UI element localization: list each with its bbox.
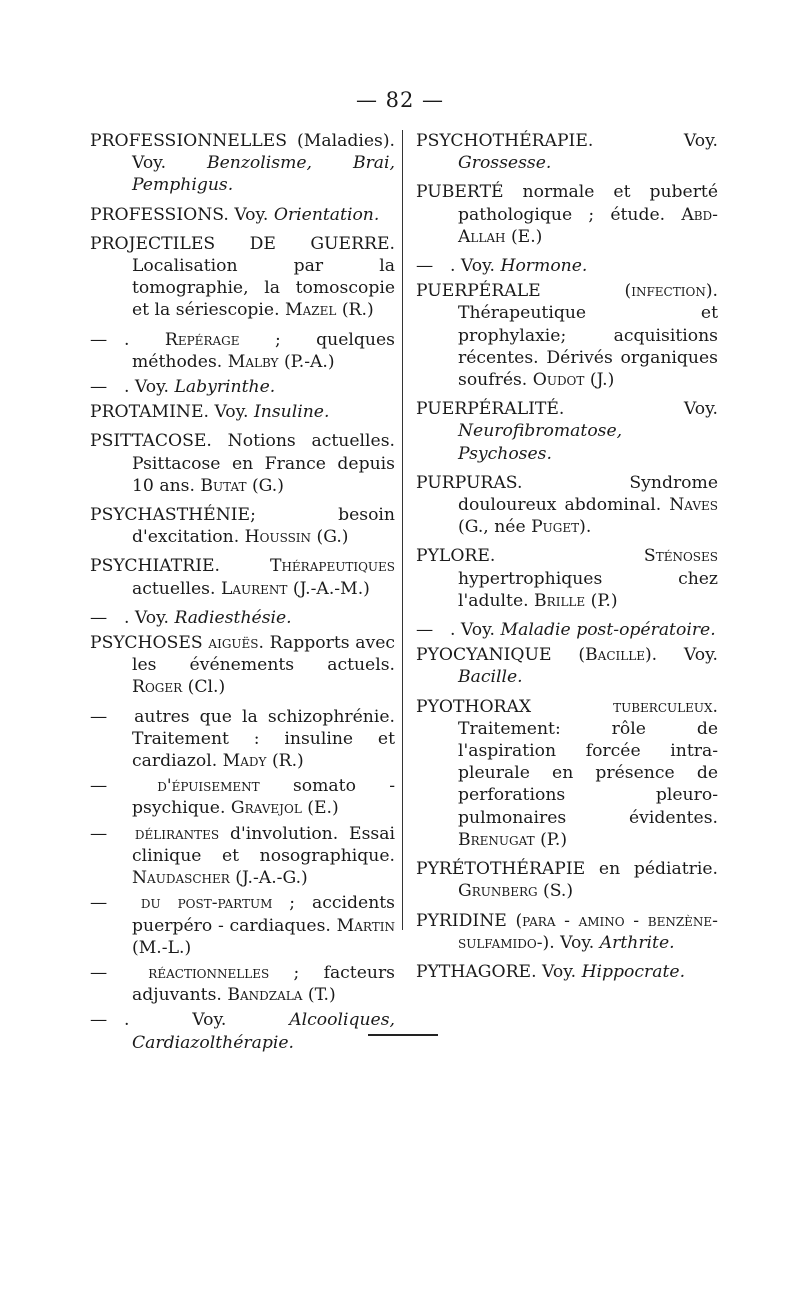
small-caps-text: d'épuisement <box>157 776 260 797</box>
cross-reference: Maladie post-opératoire. <box>500 620 716 641</box>
index-entry <box>416 961 718 983</box>
small-caps-text: Gravejol <box>230 798 302 819</box>
entry-text: ; facteurs adjuvants. <box>132 962 395 1006</box>
small-caps-text: aiguës <box>208 633 259 654</box>
small-caps-text: Repérage <box>164 329 240 350</box>
small-caps-text: Houssin <box>244 527 312 548</box>
cross-reference: Hormone. <box>500 256 588 277</box>
entry-text: (Maladies). Voy. <box>132 131 395 174</box>
index-entry <box>90 130 395 197</box>
entry-text: ( <box>540 281 632 302</box>
entry-heading: PROTAMINE. <box>90 402 209 423</box>
small-caps-text: Mazel <box>285 300 337 321</box>
entry-text: . <box>124 329 165 350</box>
small-caps-text: Laurent <box>220 578 288 599</box>
index-entry <box>90 706 395 773</box>
index-entry <box>90 376 395 398</box>
entry-text: (Cl.) <box>182 677 226 698</box>
entry-heading: PSYCHOSES <box>90 633 203 654</box>
entry-text: Localisation par la tomographie, la tomoscopie et la sériescopie. <box>132 256 395 321</box>
entry-text <box>124 963 148 983</box>
entry-text: besoin d'excitation. <box>132 505 395 548</box>
cross-reference: Grossesse. <box>458 153 552 174</box>
entry-text <box>531 697 613 717</box>
entry-text: ; quelques méthodes. <box>132 329 395 372</box>
index-entry <box>90 1009 395 1053</box>
entry-text: (S.) <box>537 881 574 902</box>
index-entry <box>90 401 395 423</box>
entry-text: autres que la schizophrénie. Traitement : insuline et cardiazol. <box>124 706 395 772</box>
entry-dash: — <box>416 620 434 641</box>
index-entry <box>90 204 395 226</box>
small-caps-text: Thérapeutiques <box>269 556 395 577</box>
index-entry <box>416 545 718 612</box>
entry-text: normale et puberté pathologique ; étude. <box>458 182 718 225</box>
entry-text: Voy. <box>593 131 718 151</box>
entry-text: Voy. <box>228 204 274 225</box>
index-entry <box>90 555 395 599</box>
small-caps-text: Sténoses <box>643 546 718 567</box>
entry-text: (P.-A.) <box>278 351 335 372</box>
entry-heading: PSYCHOTHÉRAPIE. <box>416 131 594 151</box>
small-caps-text: Brenugat <box>458 829 535 850</box>
entry-text: . Rapports avec les événements actuels. <box>132 633 395 676</box>
entry-heading: PUERPÉRALITÉ. <box>416 399 565 420</box>
entry-text: actuelles. <box>132 578 221 599</box>
left-column <box>90 130 395 1057</box>
entry-heading: PYRIDINE <box>416 910 507 931</box>
entry-text: . Voy. <box>450 256 501 277</box>
cross-reference: Neurofibromatose, Psychoses. <box>458 421 623 464</box>
small-caps-text: Martin <box>336 915 395 936</box>
entry-text: Voy. <box>564 399 718 420</box>
entry-text <box>220 556 270 576</box>
small-caps-text: para - amino - benzène-sulfamido- <box>458 910 718 953</box>
index-entry <box>90 430 395 497</box>
index-entry <box>416 181 718 248</box>
entry-text: (R.) <box>266 751 304 772</box>
index-entry <box>416 619 718 641</box>
index-entry <box>90 632 395 699</box>
entry-text: (G.) <box>246 475 284 496</box>
right-column <box>416 130 718 990</box>
small-caps-text: Bandzala <box>227 985 303 1006</box>
cross-reference: Benzolisme, Brai, Pemphigus. <box>132 153 395 196</box>
cross-reference: Radiesthésie. <box>174 607 292 628</box>
entry-heading: PUERPÉRALE <box>416 281 541 302</box>
cross-reference: Orientation. <box>273 204 380 225</box>
index-entry <box>416 696 718 851</box>
entry-heading: PYOTHORAX <box>416 696 532 717</box>
entry-dash: — <box>90 1010 108 1031</box>
small-caps-text: Butat <box>200 475 247 496</box>
entry-dash: — <box>416 256 434 277</box>
entry-text: (G.) <box>311 527 349 548</box>
end-rule <box>368 1034 438 1036</box>
entry-heading: PSYCHASTHÉNIE; <box>90 505 256 526</box>
entry-heading: PYRÉTOTHÉRAPIE <box>416 859 586 880</box>
entry-text: . Voy. <box>124 377 175 398</box>
entry-dash: — <box>90 607 108 628</box>
index-entry <box>416 910 718 954</box>
entry-text: ( <box>506 910 523 931</box>
cross-reference: Arthrite. <box>599 932 675 953</box>
small-caps-text: Naudascher <box>132 868 230 889</box>
entry-text: ( <box>551 645 586 666</box>
index-entry <box>416 644 718 688</box>
small-caps-text: Roger <box>132 677 183 698</box>
index-entry <box>90 607 395 629</box>
entry-heading: PSITTACOSE. <box>90 431 212 452</box>
entry-text: (G., née <box>458 517 532 538</box>
entry-text: Syndrome douloureux abdominal. <box>458 472 718 516</box>
page-number: — 82 — <box>355 88 445 112</box>
index-entry <box>416 130 718 174</box>
small-caps-text: réactionnelles <box>148 962 270 983</box>
entry-heading: PYLORE. <box>416 546 496 567</box>
entry-text: (P.) <box>585 590 618 611</box>
index-entry <box>416 398 718 465</box>
small-caps-text: Brille <box>534 590 586 611</box>
entry-text: . Voy. <box>450 620 501 641</box>
cross-reference: Alcooliques, Cardiazolthérapie. <box>132 1010 395 1053</box>
index-entry <box>90 823 395 890</box>
small-caps-text: Grunberg <box>458 881 538 902</box>
cross-reference: Hippocrate. <box>581 961 686 982</box>
entry-heading: PROFESSIONNELLES <box>90 131 287 151</box>
entry-text: (P.) <box>534 829 568 850</box>
column-divider <box>402 130 403 930</box>
cross-reference: Labyrinthe. <box>174 377 276 398</box>
small-caps-text: du post-partum <box>140 893 273 914</box>
index-entry <box>90 775 395 819</box>
entry-text: (E.) <box>301 798 339 819</box>
index-entry <box>416 858 718 902</box>
entry-heading: PROFESSIONS. <box>90 204 229 225</box>
index-entry <box>90 329 395 373</box>
small-caps-text: infection <box>631 281 706 302</box>
small-caps-text: Bacille <box>585 645 645 666</box>
index-entry <box>416 255 718 277</box>
entry-text: ). Thérapeutique et prophylaxie; acquisitions récentes. Dérivés organiques soufrés. <box>458 281 718 391</box>
entry-heading: PUBERTÉ <box>416 182 504 203</box>
index-entry <box>416 280 718 391</box>
index-entry <box>90 962 395 1006</box>
entry-text: d'involution. Essai clinique et nosographique. <box>132 823 395 866</box>
entry-text: en pédiatrie. <box>585 859 718 880</box>
cross-reference: Insuline. <box>253 402 330 423</box>
small-caps-text: tuberculeux <box>613 696 713 717</box>
entry-text <box>124 776 157 796</box>
entry-text: Voy. <box>208 402 254 423</box>
entry-heading: PROJECTILES DE GUERRE. <box>90 233 395 254</box>
index-entry <box>90 233 395 322</box>
entry-text: hypertrophiques chez l'adulte. <box>458 568 718 611</box>
entry-text: ). Voy. <box>542 932 600 953</box>
entry-heading: PURPURAS. <box>416 472 523 493</box>
entry-dash: — <box>90 823 108 844</box>
small-caps-text: Mady <box>222 751 267 772</box>
entry-text: (J.-A.-G.) <box>229 868 308 889</box>
entry-text: . Voy. <box>124 1010 290 1031</box>
entry-text: (J.-A.-M.) <box>287 578 370 599</box>
small-caps-text: Naves <box>669 495 718 516</box>
entry-dash: — <box>90 329 108 350</box>
entry-heading: PSYCHIATRIE. <box>90 556 220 577</box>
index-entry <box>90 892 395 959</box>
entry-dash: — <box>90 893 108 914</box>
entry-text: ). <box>579 517 592 538</box>
entry-heading: PYOCYANIQUE <box>416 645 552 666</box>
entry-text: ; accidents puerpéro - cardiaques. <box>132 893 395 936</box>
entry-text: Notions actuelles. Psittacose en France depuis 10 ans. <box>132 431 395 496</box>
entry-text <box>124 893 141 913</box>
entry-dash: — <box>90 962 108 983</box>
index-entry <box>90 504 395 548</box>
entry-text: (T.) <box>302 985 336 1006</box>
entry-text: (M.-L.) <box>132 937 192 958</box>
entry-text <box>495 546 644 566</box>
entry-dash: — <box>90 776 108 797</box>
entry-text: Voy. <box>536 961 582 982</box>
small-caps-text: délirantes <box>134 823 220 844</box>
small-caps-text: Puget <box>531 517 580 538</box>
small-caps-text: Abd-Allah <box>458 204 718 247</box>
cross-reference: Bacille. <box>458 667 523 688</box>
entry-text: ). Voy. <box>644 645 719 666</box>
entry-text <box>124 824 135 844</box>
entry-heading: PYTHAGORE. <box>416 961 537 982</box>
small-caps-text: Malby <box>227 351 279 372</box>
small-caps-text: Oudot <box>532 370 585 391</box>
entry-text: . Voy. <box>124 607 175 628</box>
entry-dash: — <box>90 706 108 727</box>
entry-text: somato - psychique. <box>132 776 396 819</box>
entry-text: (E.) <box>505 226 543 247</box>
entry-text: (J.) <box>584 370 615 391</box>
index-entry <box>416 472 718 539</box>
entry-dash: — <box>90 377 108 398</box>
entry-text: . Traitement: rôle de l'aspiration forcée intra-pleurale en présence de perforations pleuro-pulmonaires évidentes. <box>458 696 718 828</box>
entry-text: (R.) <box>336 300 374 321</box>
